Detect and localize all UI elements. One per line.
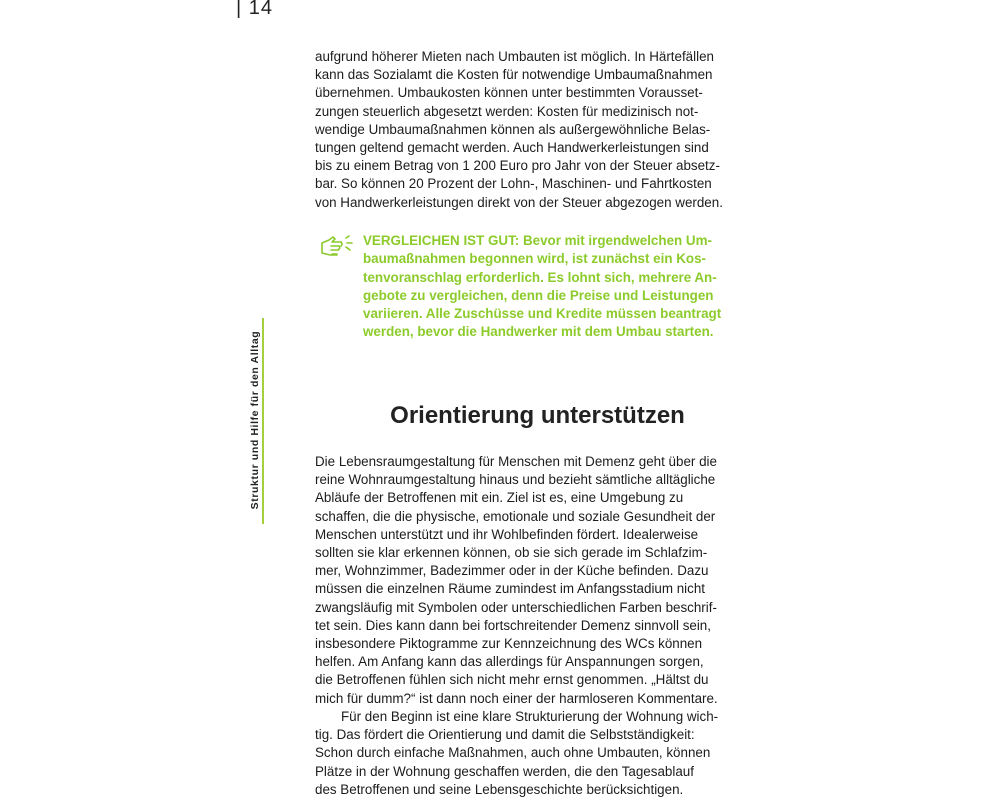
- text-line: Die Lebensraumgestaltung für Menschen mit Demenz geht über die: [315, 454, 717, 469]
- tip-text: [363, 232, 721, 342]
- text-line: die Betroffenen fühlen sich nicht mehr ernst genommen. „Hältst du: [315, 672, 709, 688]
- text-line: Plätze in der Wohnung geschaffen werden, die den Tagesablauf: [315, 763, 694, 779]
- text-line: schaffen, die die physische, emotionale und soziale Gesundheit der: [315, 508, 716, 524]
- text-line: tungen geltend gemacht werden. Auch Handwerkerleistungen sind: [315, 140, 709, 156]
- text-line: kann das Sozialamt die Kosten für notwendige Umbaumaßnahmen: [315, 67, 713, 83]
- tip-line: gebote zu vergleichen, denn die Preise und Leistungen: [363, 287, 714, 303]
- body-paragraph-1: [315, 48, 723, 212]
- tip-line: werden, bevor die Handwerker mit dem Umbau starten.: [363, 324, 714, 340]
- text-line: des Betroffenen und seine Lebensgeschichte berücksichtigen.: [315, 781, 684, 797]
- text-line: tig. Das fördert die Orientierung und damit die Selbstständigkeit:: [315, 727, 695, 743]
- text-line: sollten sie klar erkennen können, ob sie sich gerade im Schlafzim-: [315, 545, 708, 561]
- text-line: bis zu einem Betrag von 1 200 Euro pro Jahr von der Steuer absetz-: [315, 158, 720, 174]
- tip-line: tenvoranschlag erforderlich. Es lohnt sich, mehrere An-: [363, 269, 717, 285]
- section-heading: Orientierung unterstützen: [390, 402, 685, 429]
- text-line: aufgrund höherer Mieten nach Umbauten ist möglich. In Härtefällen: [315, 49, 714, 64]
- body-paragraph-3: [315, 708, 718, 799]
- text-line: von Handwerkerleistungen direkt von der Steuer abgezogen werden.: [315, 194, 723, 210]
- text-line: Abläufe der Betroffenen mit ein. Ziel ist es, eine Umgebung zu: [315, 490, 684, 506]
- pointing-hand-icon: [320, 234, 358, 258]
- text-line: mich für dumm?“ ist dann noch einer der harmloseren Kommentare.: [315, 690, 718, 706]
- text-line: Menschen unterstützt und ihr Wohlbefinden fördert. Idealerweise: [315, 526, 699, 542]
- text-line: zungen steuerlich abgesetzt werden: Kosten für medizinisch not-: [315, 103, 699, 119]
- text-line: zwangsläufig mit Symbolen oder unterschiedlichen Farben beschrif-: [315, 599, 717, 615]
- text-line: reine Wohnraumgestaltung hinaus und bezieht sämtliche alltägliche: [315, 472, 716, 488]
- running-section-label-text: Struktur und Hilfe für den Alltag: [249, 330, 261, 510]
- text-line: bar. So können 20 Prozent der Lohn-, Maschinen- und Fahrtkosten: [315, 176, 712, 192]
- tip-box: [320, 232, 770, 352]
- running-section-label: [248, 318, 264, 524]
- tip-line: baumaßnahmen begonnen wird, ist zunächst ein Kos-: [363, 251, 706, 267]
- text-line: Schon durch einfache Maßnahmen, auch ohne Umbauten, können: [315, 745, 711, 761]
- page-number: | 14: [236, 0, 273, 19]
- tip-line: VERGLEICHEN IST GUT: Bevor mit irgendwelchen Um-: [363, 233, 712, 248]
- body-paragraph-2: [315, 453, 718, 708]
- text-line: mer, Wohnzimmer, Badezimmer oder in der Küche befinden. Dazu: [315, 563, 709, 579]
- text-line: müssen die einzelnen Räume zumindest im Anfangsstadium nicht: [315, 581, 706, 597]
- text-line: insbesondere Piktogramme zur Kennzeichnung des WCs können: [315, 636, 703, 652]
- text-line: übernehmen. Umbaukosten können unter bestimmten Vorausset-: [315, 85, 703, 101]
- text-line: tet sein. Dies kann dann bei fortschreitender Demenz sinnvoll sein,: [315, 617, 711, 633]
- text-line: wendige Umbaumaßnahmen können als außergewöhnliche Belas-: [315, 121, 711, 137]
- tip-line: variieren. Alle Zuschüsse und Kredite müssen beantragt: [363, 306, 722, 322]
- text-line: helfen. Am Anfang kann das allerdings für Anspannungen sorgen,: [315, 654, 704, 670]
- text-line: Für den Beginn ist eine klare Strukturierung der Wohnung wich-: [341, 709, 719, 724]
